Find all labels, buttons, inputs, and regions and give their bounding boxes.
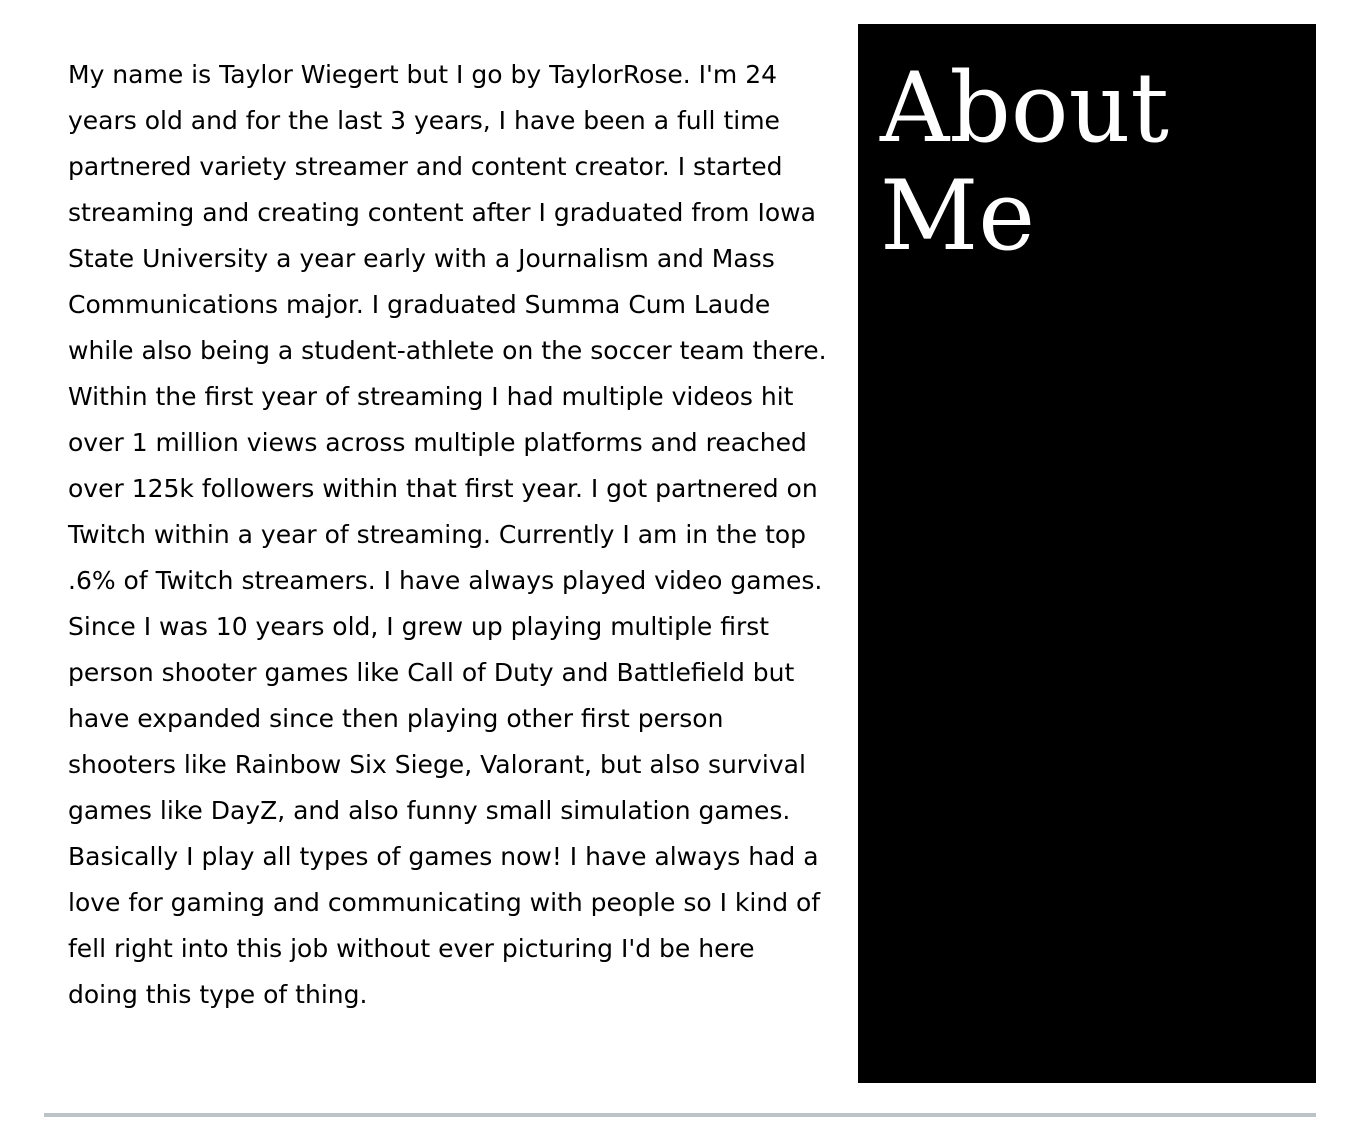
about-title: About Me	[880, 52, 1169, 272]
about-title-panel	[858, 24, 1316, 1083]
bio-paragraph: My name is Taylor Wiegert but I go by TaylorRose. I'm 24 years old and for the last 3 years, I have been a full time partnered variety streamer and content creator. I started streaming and creating content after I graduated from Iowa State University a year early with a Journalism and Mass Communications major. I graduated Summa Cum Laude while also being a student-athlete on the soccer team there. Within the first year of streaming I had multiple videos hit over 1 million views across multiple platforms and reached over 125k followers within that first year. I got partnered on Twitch within a year of streaming. Currently I am in the top .6% of Twitch streamers. I have always played video games. Since I was 10 years old, I grew up playing multiple first person shooter games like Call of Duty and Battlefield but have expanded since then playing other first person shooters like Rainbow Six Siege, Valorant, but also survival games like DayZ, and also funny small simulation games. Basically I play all types of games now! I have always had a love for gaming and communicating with people so I kind of fell right into this job without ever picturing I'd be here doing this type of thing.	[68, 60, 827, 1009]
section-divider	[44, 1113, 1316, 1117]
